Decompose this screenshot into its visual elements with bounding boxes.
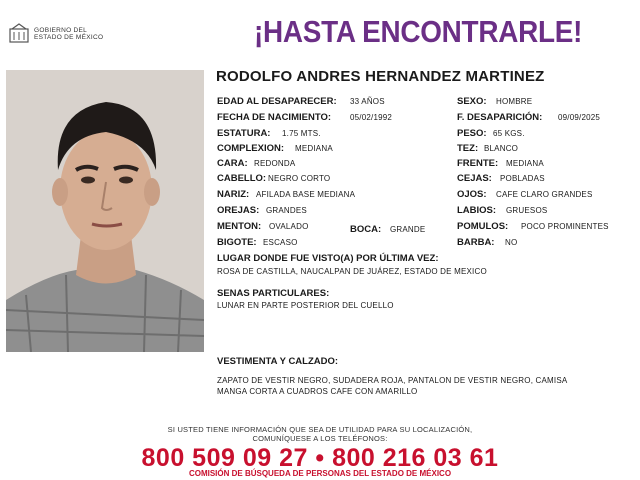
label-labios: LABIOS: (457, 205, 497, 216)
value-pomulos: POCO PROMINENTES (521, 222, 609, 231)
value-boca: GRANDE (390, 225, 426, 234)
value-barba: NO (505, 238, 518, 247)
label-sexo: SEXO: (457, 96, 487, 107)
value-frente: MEDIANA (506, 159, 544, 168)
phone-number-2[interactable]: 800 216 03 61 (332, 444, 499, 472)
label-nariz: NARIZ: (217, 189, 250, 200)
government-logo (8, 22, 128, 46)
commission-name: COMISIÓN DE BÚSQUEDA DE PERSONAS DEL ESTADO DE MÉXICO (188, 469, 452, 478)
phone-number-1[interactable]: 800 509 09 27 (141, 444, 308, 472)
label-pomulos: POMULOS: (457, 221, 509, 232)
label-ojos: OJOS: (457, 189, 487, 200)
label-barba: BARBA: (457, 237, 495, 248)
value-sexo: HOMBRE (496, 97, 533, 106)
label-edad: EDAD AL DESAPARECER: (217, 96, 337, 107)
value-estatura: 1.75 MTS. (282, 129, 321, 138)
person-photo (6, 70, 204, 352)
label-vestimenta: VESTIMENTA Y CALZADO: (217, 356, 339, 367)
label-frente: FRENTE: (457, 158, 499, 169)
label-bigote: BIGOTE: (217, 237, 257, 248)
value-cejas: POBLADAS (500, 174, 545, 183)
value-tez: BLANCO (484, 144, 519, 153)
label-senas: SENAS PARTICULARES: (217, 288, 330, 299)
label-cara: CARA: (217, 158, 248, 169)
label-peso: PESO: (457, 128, 487, 139)
footer-note-line2: COMUNÍQUESE A LOS TELÉFONOS: (252, 434, 388, 443)
headline: ¡HASTA ENCONTRARLE! (254, 14, 583, 49)
label-estatura: ESTATURA: (217, 128, 271, 139)
value-ojos: CAFE CLARO GRANDES (496, 190, 593, 199)
label-complexion: COMPLEXION: (217, 143, 285, 154)
value-cabello: NEGRO CORTO (268, 174, 331, 183)
label-nacimiento: FECHA DE NACIMIENTO: (217, 112, 331, 123)
label-lugar: LUGAR DONDE FUE VISTO(A) POR ÚLTIMA VEZ: (217, 253, 439, 264)
label-menton: MENTON: (217, 221, 262, 232)
label-cejas: CEJAS: (457, 173, 492, 184)
label-desaparicion: F. DESAPARICIÓN: (457, 112, 543, 123)
value-lugar: ROSA DE CASTILLA, NAUCALPAN DE JUÁREZ, ESTADO DE MEXICO (217, 267, 487, 276)
value-labios: GRUESOS (506, 206, 548, 215)
logo-line1: GOBIERNO DEL (34, 26, 88, 34)
value-orejas: GRANDES (266, 206, 307, 215)
value-vestimenta-line1: ZAPATO DE VESTIR NEGRO, SUDADERA ROJA, PANTALON DE VESTIR NEGRO, CAMISA (217, 376, 568, 385)
value-cara: REDONDA (254, 159, 296, 168)
phone-separator: • (315, 444, 325, 472)
label-tez: TEZ: (457, 143, 479, 154)
label-orejas: OREJAS: (217, 205, 260, 216)
value-bigote: ESCASO (263, 238, 298, 247)
value-nariz: AFILADA BASE MEDIANA (256, 190, 356, 199)
value-desaparicion: 09/09/2025 (558, 113, 601, 122)
coat-of-arms-icon (8, 23, 30, 45)
footer-note-line1: SI USTED TIENE INFORMACIÓN QUE SEA DE UTILIDAD PARA SU LOCALIZACIÓN, (167, 425, 473, 434)
value-vestimenta-line2: MANGA CORTA A CUADROS CAFE CON AMARILLO (217, 387, 418, 396)
value-peso: 65 KGS. (493, 129, 525, 138)
value-nacimiento: 05/02/1992 (350, 113, 393, 122)
value-menton: OVALADO (269, 222, 309, 231)
value-edad: 33 AÑOS (350, 97, 385, 106)
value-complexion: MEDIANA (295, 144, 333, 153)
person-name: RODOLFO ANDRES HERNANDEZ MARTINEZ (216, 68, 545, 85)
logo-text (34, 27, 103, 42)
value-senas: LUNAR EN PARTE POSTERIOR DEL CUELLO (217, 301, 394, 310)
label-cabello: CABELLO: (217, 173, 267, 184)
logo-line2: ESTADO DE MÉXICO (34, 34, 104, 41)
portrait-illustration (6, 70, 204, 352)
label-boca: BOCA: (350, 224, 382, 235)
